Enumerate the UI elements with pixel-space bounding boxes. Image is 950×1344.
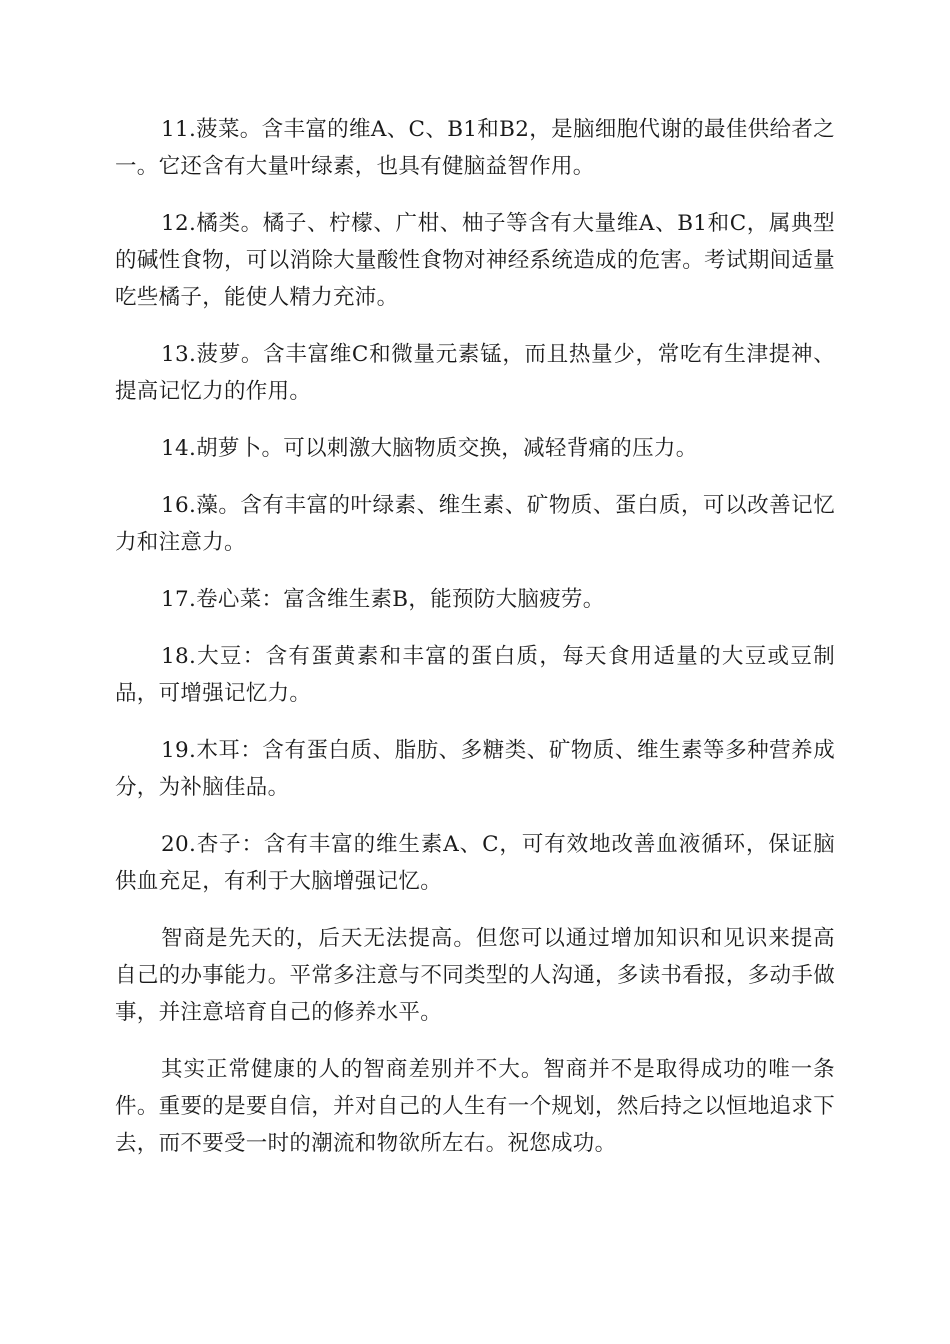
paragraph-wood-ear: 19.木耳：含有蛋白质、脂肪、多糖类、矿物质、维生素等多种营养成分，为补脑佳品。 xyxy=(115,738,835,800)
paragraph-spinach: 11.菠菜。含丰富的维A、C、B1和B2，是脑细胞代谢的最佳供给者之一。它还含有大量叶绿素，也具有健脑益智作用。 xyxy=(115,117,835,179)
document-body xyxy=(115,111,835,1182)
paragraph-conclusion: 其实正常健康的人的智商差别并不大。智商并不是取得成功的唯一条件。重要的是要自信，并对自己的人生有一个规划，然后持之以恒地追求下去，而不要受一时的潮流和物欲所左右。祝您成功。 xyxy=(115,1057,835,1156)
paragraph-soybean: 18.大豆：含有蛋黄素和丰富的蛋白质，每天食用适量的大豆或豆制品，可增强记忆力。 xyxy=(115,644,835,706)
paragraph-iq-innate: 智商是先天的，后天无法提高。但您可以通过增加知识和见识来提高自己的办事能力。平常多注意与不同类型的人沟通，多读书看报，多动手做事，并注意培育自己的修养水平。 xyxy=(115,926,835,1025)
paragraph-citrus: 12.橘类。橘子、柠檬、广柑、柚子等含有大量维A、B1和C，属典型的碱性食物，可以消除大量酸性食物对神经系统造成的危害。考试期间适量吃些橘子，能使人精力充沛。 xyxy=(115,211,835,310)
paragraph-apricot: 20.杏子：含有丰富的维生素A、C，可有效地改善血液循环，保证脑供血充足，有利于大脑增强记忆。 xyxy=(115,832,835,894)
paragraph-cabbage: 17.卷心菜：富含维生素B，能预防大脑疲劳。 xyxy=(161,587,605,612)
paragraph-carrot: 14.胡萝卜。可以刺激大脑物质交换，减轻背痛的压力。 xyxy=(161,436,698,461)
paragraph-pineapple: 13.菠萝。含丰富维C和微量元素锰，而且热量少，常吃有生津提神、提高记忆力的作用。 xyxy=(115,342,835,404)
paragraph-algae: 16.藻。含有丰富的叶绿素、维生素、矿物质、蛋白质，可以改善记忆力和注意力。 xyxy=(115,493,835,555)
